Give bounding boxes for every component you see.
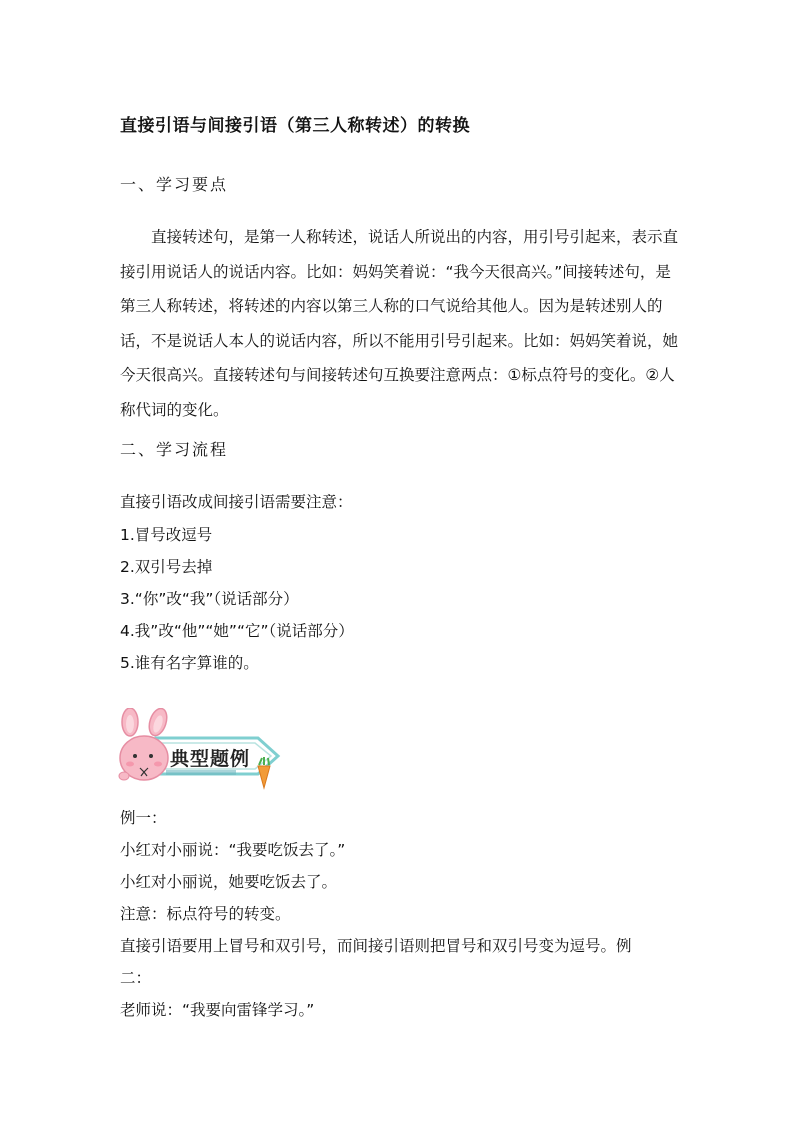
example-one-label: 例一：: [120, 809, 167, 827]
example-two-direct: 老师说：“我要向雷锋学习。”: [120, 1001, 315, 1019]
typical-example-banner: [118, 708, 288, 794]
key-points-paragraph: [120, 220, 680, 427]
section-heading-key-points: 一、学习要点: [120, 175, 229, 194]
section-heading-process: 二、学习流程: [120, 440, 229, 459]
banner-label: 典型题例: [170, 748, 251, 770]
list-item: 1.冒号改逗号: [120, 526, 213, 544]
page-title: 直接引语与间接引语（第三人称转述）的转换: [120, 116, 470, 136]
example-one-indirect: 小红对小丽说，她要吃饭去了。: [120, 873, 338, 891]
list-item: 4.我”改“他”“她”“它”（说话部分）: [120, 622, 354, 640]
example-two-label: 二：: [120, 969, 152, 987]
list-item: 2.双引号去掉: [120, 558, 213, 576]
example-one-direct: 小红对小丽说：“我要吃饭去了。”: [120, 841, 346, 859]
key-points-text: 直接转述句，是第一人称转述，说话人所说出的内容，用引号引起来，表示直接引用说话人的说话内容。比如：妈妈笑着说：“我今天很高兴。”间接转述句，是第三人称转述，将转述的内容以第三人称的口气说给其他人。因为是转述别人的话，不是说话人本人的说话内容，所以不能用引号引起来。比如：妈妈笑着说，她今天很高兴。直接转述句与间接转述句互换要注意两点：①标点符号的变化。②人称代词的变化。: [120, 228, 679, 419]
list-item: 5.谁有名字算谁的。: [120, 654, 259, 672]
list-item: 3.“你”改“我”（说话部分）: [120, 590, 299, 608]
note-detail: 直接引语要用上冒号和双引号，而间接引语则把冒号和双引号变为逗号。例: [120, 937, 632, 955]
process-intro: 直接引语改成间接引语需要注意：: [120, 493, 353, 511]
note-line: 注意：标点符号的转变。: [120, 905, 291, 923]
